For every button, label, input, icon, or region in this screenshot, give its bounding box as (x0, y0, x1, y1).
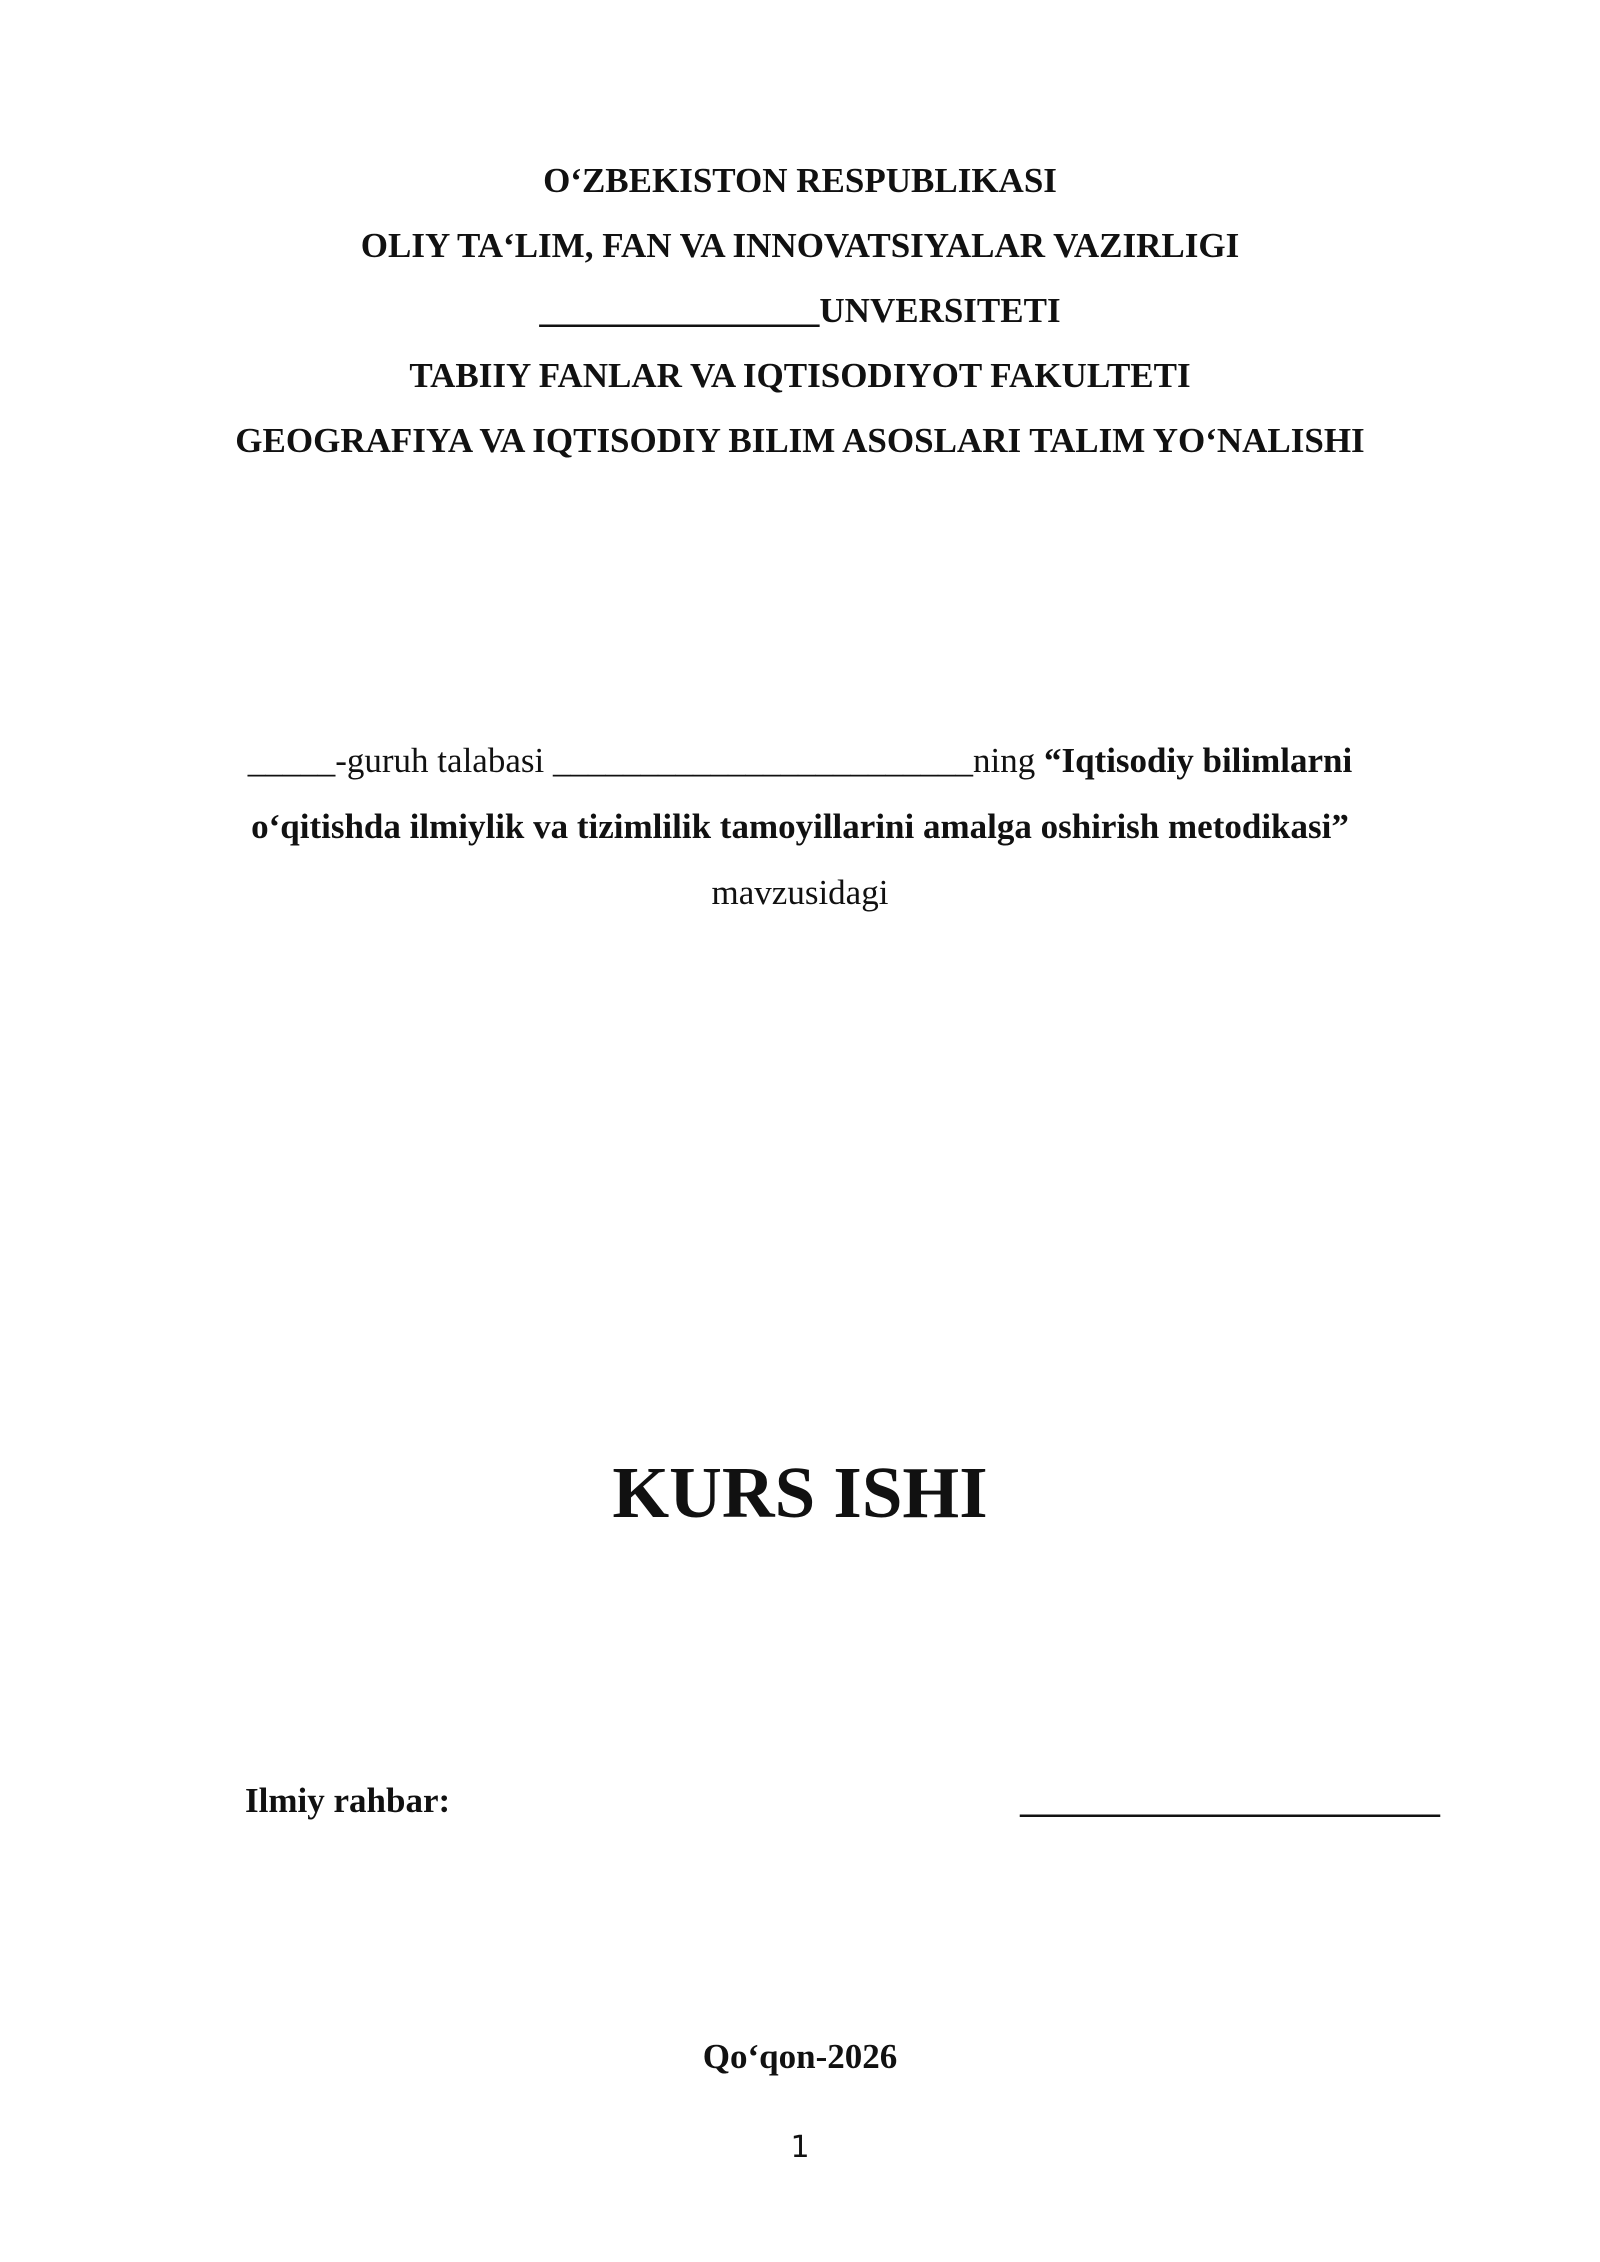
document-title: KURS ISHI (612, 1452, 988, 1533)
topic-title-part-2: o‘qitishda ilmiylik va tizimlilik tamoyillarini amalga oshirish metodikasi” (251, 807, 1349, 846)
group-student-label: -guruh talabasi (335, 741, 553, 780)
supervisor-signature-blank: ________________________ (1020, 1781, 1440, 1820)
country-name: O‘ZBEKISTON RESPUBLIKASI (543, 161, 1057, 200)
group-number-blank: _____ (247, 741, 336, 780)
university-name-blank: ________________ (539, 291, 820, 330)
supervisor-label: Ilmiy rahbar: (245, 1781, 451, 1820)
university-name-line (0, 278, 1600, 343)
university-label: UNVERSITETI (819, 291, 1061, 330)
place-and-year: Qo‘qon-2026 (702, 2037, 898, 2076)
program-name: GEOGRAFIYA VA IQTISODIY BILIM ASOSLARI TALIM YO‘NALISHI (235, 421, 1365, 460)
page-number: 1 (790, 2130, 810, 2165)
student-name-blank: ________________________ (552, 741, 973, 780)
ministry-name: OLIY TA‘LIM, FAN VA INNOVATSIYALAR VAZIRLIGI (360, 226, 1240, 265)
topic-line-1 (180, 728, 1420, 794)
faculty-name: TABIIY FANLAR VA IQTISODIYOT FAKULTETI (409, 356, 1191, 395)
topic-title-part-1: “Iqtisodiy bilimlarni (1043, 741, 1353, 780)
possessive-suffix: ning (972, 741, 1044, 780)
institution-header (0, 148, 1600, 473)
topic-paragraph (180, 728, 1420, 926)
topic-suffix: mavzusidagi (711, 873, 889, 912)
